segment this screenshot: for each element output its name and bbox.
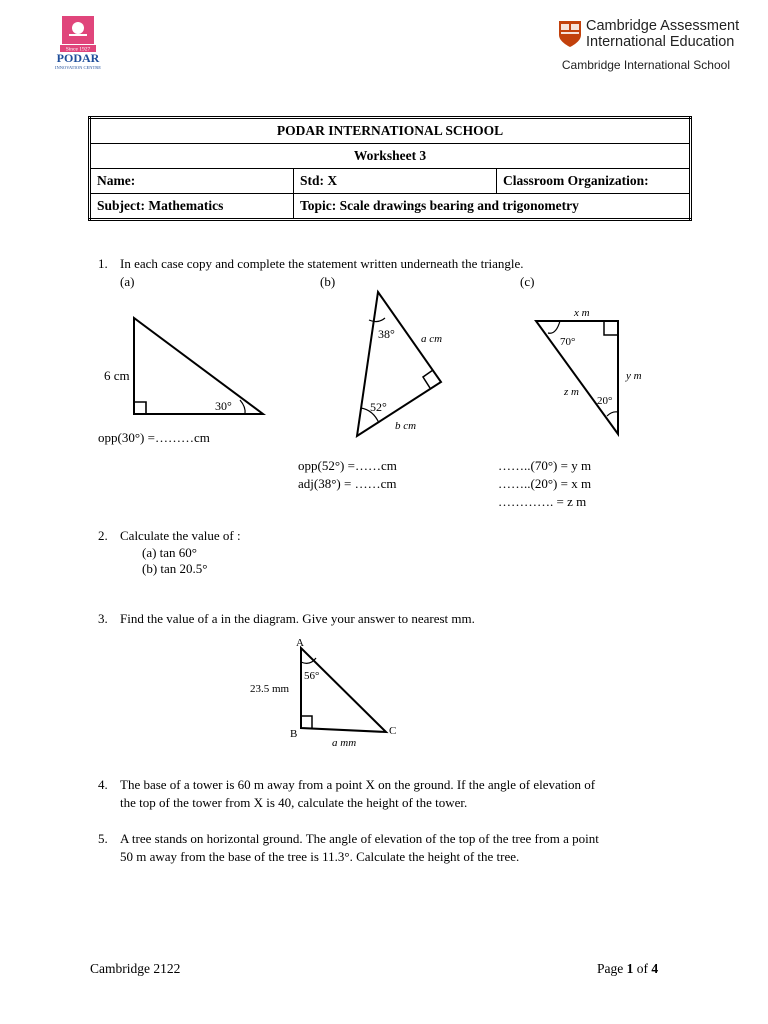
q1-b-statement2: adj(38°) = ……cm <box>298 476 397 491</box>
q5-number: 5. <box>98 831 108 846</box>
school-name: PODAR INTERNATIONAL SCHOOL <box>90 118 691 144</box>
footer-left: Cambridge 2122 <box>90 961 181 976</box>
q4-line1: The base of a tower is 60 m away from a point X on the ground. If the angle of elevation of <box>120 777 596 792</box>
triangle-c <box>520 300 660 440</box>
cambridge-logo <box>556 18 740 76</box>
q1-c-statement2: ……..(20°) = x m <box>498 476 592 491</box>
q4-line2: the top of the tower from X is 40, calculate the height of the tower. <box>120 795 468 810</box>
q3-angle: 56° <box>304 670 320 682</box>
cambridge-school: Cambridge International School <box>561 58 730 72</box>
subject-cell: Subject: Mathematics <box>90 194 294 220</box>
triangle-b-angle-top: 38° <box>378 327 395 341</box>
q3-base: a mm <box>332 737 357 749</box>
vertex-b: B <box>290 728 298 740</box>
worksheet-title: Worksheet 3 <box>90 144 691 169</box>
triangle-b <box>345 286 455 438</box>
vertex-c: C <box>389 725 397 737</box>
triangle-c-side-y: y m <box>626 370 642 382</box>
footer-page-of: of <box>633 961 652 976</box>
triangle-a <box>100 310 275 420</box>
podar-sub: INNOVATION CENTRE <box>54 65 102 70</box>
cambridge-line1: Cambridge Assessment <box>586 18 740 34</box>
triangle-a-angle: 30° <box>215 399 232 413</box>
cambridge-shield-icon <box>558 20 582 48</box>
cambridge-line2: International Education <box>586 34 735 50</box>
footer-page-total: 4 <box>651 961 659 976</box>
footer-page <box>597 961 658 977</box>
podar-since: Since 1927 <box>65 46 91 53</box>
std-cell: Std: X <box>294 169 497 194</box>
footer-page-number: 1 <box>626 961 634 976</box>
q1-text: In each case copy and complete the statement written underneath the triangle. <box>120 256 524 271</box>
q2-text: Calculate the value of : <box>120 528 241 543</box>
triangle-b-angle-bottom: 52° <box>370 400 387 414</box>
triangle-c-angle-bottom: 20° <box>597 395 613 407</box>
q1-c-statement3: …………. = z m <box>498 494 587 509</box>
triangle-q3 <box>246 634 406 750</box>
triangle-c-side-x: x m <box>574 307 590 319</box>
podar-name: PODAR <box>56 51 100 65</box>
vertex-a: A <box>296 637 304 649</box>
q1-b-statement1: opp(52°) =……cm <box>298 458 397 473</box>
q1-number: 1. <box>98 256 108 271</box>
q2-part-b: (b) tan 20.5° <box>142 561 208 576</box>
q2-number: 2. <box>98 528 108 543</box>
triangle-b-side-a: a cm <box>421 333 443 345</box>
q1-c-label: (c) <box>520 274 535 289</box>
q1-a-statement: opp(30°) =………cm <box>98 430 210 445</box>
topic-cell: Topic: Scale drawings bearing and trigonometry <box>294 194 691 220</box>
footer-page-prefix: Page <box>597 961 627 976</box>
classroom-cell: Classroom Organization: <box>497 169 691 194</box>
triangle-c-angle-top: 70° <box>560 336 576 348</box>
q4-number: 4. <box>98 777 108 792</box>
podar-logo <box>44 16 112 74</box>
q1-a-label: (a) <box>120 274 135 289</box>
header-table <box>88 116 692 221</box>
q1-c-statement1: ……..(70°) = y m <box>498 458 592 473</box>
triangle-a-side: 6 cm <box>104 368 130 383</box>
q1-b-label: (b) <box>320 274 336 289</box>
q2-part-a: (a) tan 60° <box>142 545 198 560</box>
q5-line1: A tree stands on horizontal ground. The angle of elevation of the top of the tree from a point <box>120 831 599 846</box>
q5-line2: 50 m away from the base of the tree is 11.3°. Calculate the height of the tree. <box>120 849 520 864</box>
q3-text: Find the value of a in the diagram. Give your answer to nearest mm. <box>120 611 475 626</box>
q3-number: 3. <box>98 611 108 626</box>
name-cell: Name: <box>90 169 294 194</box>
q3-side: 23.5 mm <box>250 683 290 695</box>
triangle-c-side-z: z m <box>564 386 579 398</box>
triangle-b-side-b: b cm <box>395 420 417 432</box>
